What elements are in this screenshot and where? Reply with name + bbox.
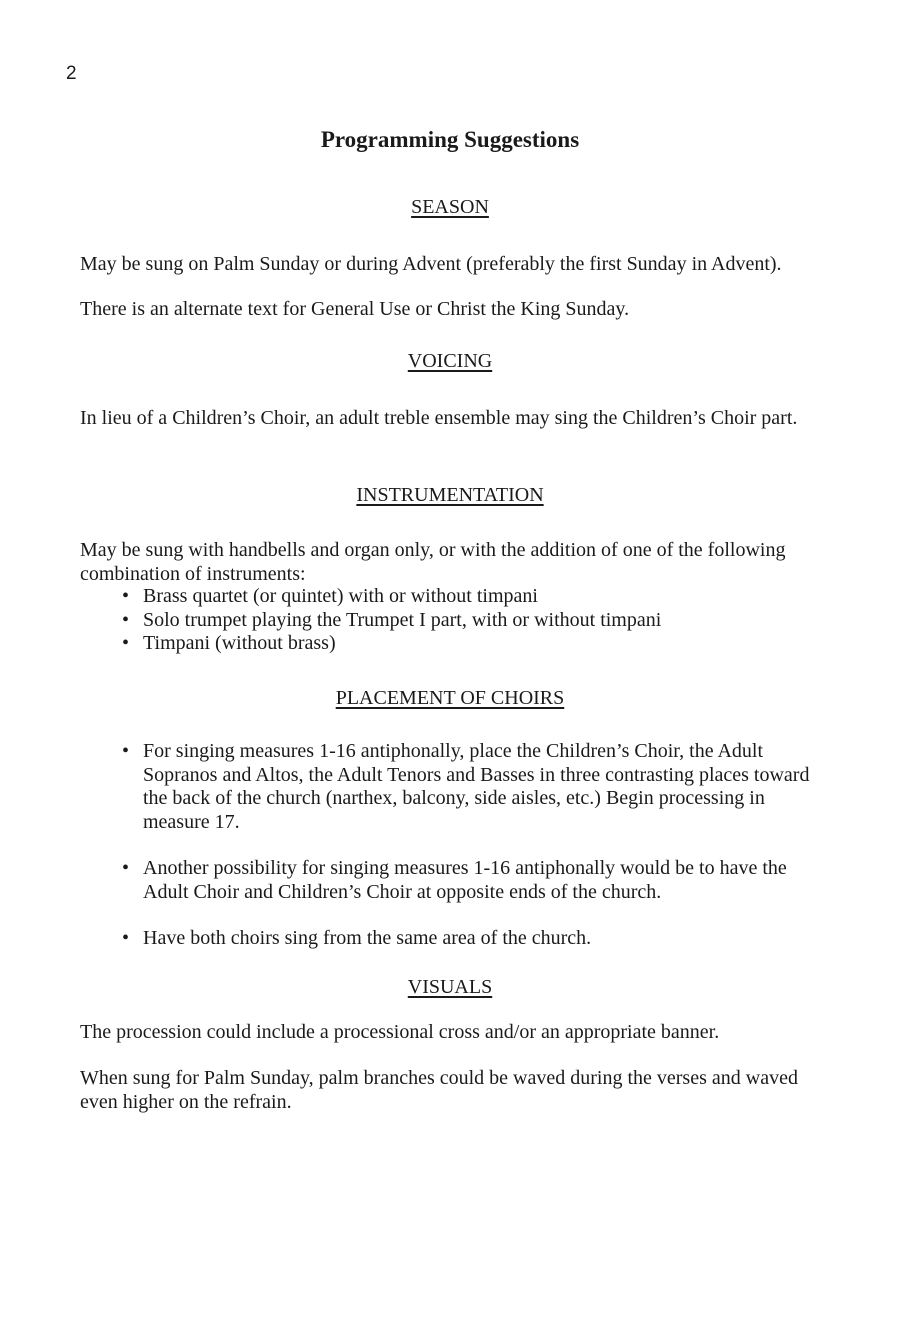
list-item (80, 740, 810, 834)
instrumentation-list (80, 585, 840, 656)
list-item-text: Have both choirs sing from the same area of the church. (143, 927, 592, 949)
placement-list (80, 740, 810, 974)
voicing-paragraph: In lieu of a Children’s Choir, an adult treble ensemble may sing the Children’s Choir part. (80, 407, 798, 429)
voicing-heading: VOICING (407, 350, 493, 372)
list-item-text: For singing measures 1-16 antiphonally, place the Children’s Choir, the Adult Sopranos and Altos, the Adult Tenors and Basses in three contrasting places toward the back of the church (narthex, balcony, side aisles, etc.) Begin processing in measure 17. (143, 740, 810, 833)
list-item (80, 927, 810, 951)
season-paragraph-1: May be sung on Palm Sunday or during Advent (preferably the first Sunday in Advent). (80, 253, 782, 275)
list-item (80, 585, 840, 609)
bullet-icon: • (122, 585, 130, 607)
list-item-text: Solo trumpet playing the Trumpet I part, with or without timpani (143, 608, 662, 631)
list-item-text: Another possibility for singing measures 1-16 antiphonally would be to have the Adult Choir and Children’s Choir at opposite ends of the church. (143, 857, 787, 903)
bullet-icon: • (122, 740, 130, 762)
bullet-icon: • (122, 632, 130, 654)
placement-heading: PLACEMENT OF CHOIRS (335, 687, 565, 709)
list-item (80, 609, 840, 633)
visuals-paragraph-2: When sung for Palm Sunday, palm branches could be waved during the verses and waved even higher on the refrain. (80, 1067, 798, 1113)
list-item-text: Brass quartet (or quintet) with or without timpani (143, 585, 538, 607)
list-item-text: Timpani (without brass) (143, 632, 336, 654)
list-item (80, 632, 840, 656)
visuals-paragraph-1: The procession could include a processional cross and/or an appropriate banner. (80, 1021, 720, 1043)
instrumentation-intro: May be sung with handbells and organ only, or with the addition of one of the following combination of instruments: (80, 539, 786, 585)
page-title: Programming Suggestions (320, 127, 580, 152)
bullet-icon: • (122, 927, 130, 949)
instrumentation-heading: INSTRUMENTATION (356, 484, 544, 506)
list-item (80, 857, 810, 904)
bullet-icon: • (122, 608, 130, 631)
season-paragraph-2: There is an alternate text for General Use or Christ the King Sunday. (80, 298, 630, 320)
visuals-heading: VISUALS (407, 976, 493, 998)
bullet-icon: • (122, 857, 130, 879)
season-heading: SEASON (411, 196, 489, 218)
page-number: 2 (66, 63, 77, 84)
